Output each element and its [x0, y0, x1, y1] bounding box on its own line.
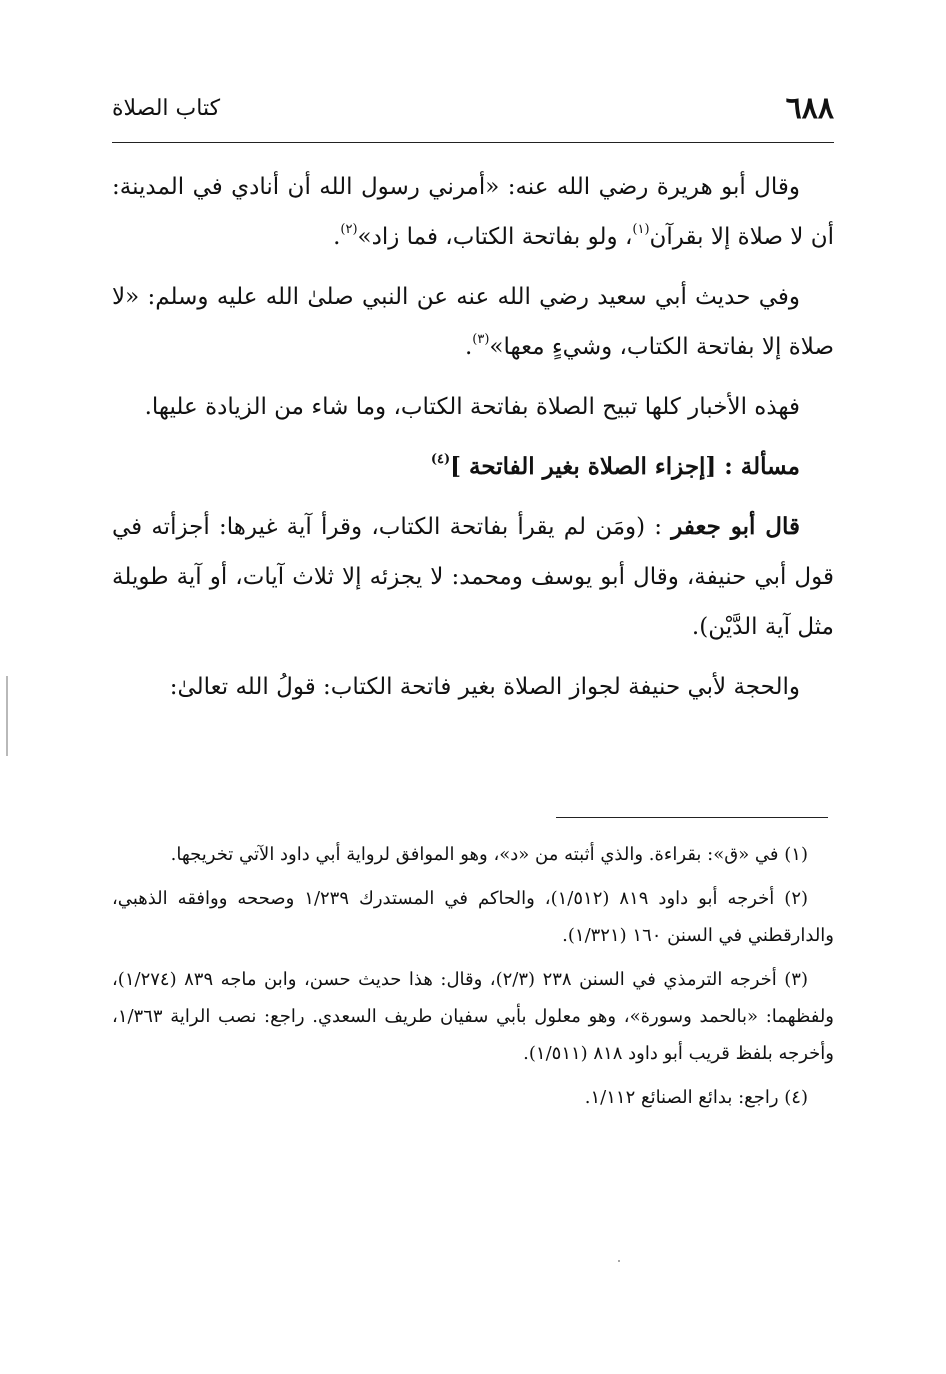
footnote-1: (١) في «ق»: بقراءة. والذي أثبته من «د»، وهو الموافق لرواية أبي داود الآتي تخريجها. — [170, 844, 808, 865]
footnote-3: (٣) أخرجه الترمذي في السنن ٢٣٨ (٢/٣)، وقال: هذا حديث حسن، وابن ماجه ٨٣٩ (١/٢٧٤)، ولفظهما: «بالحمد وسورة»، وهو معلول بأبي سفيان طريف السعدي. راجع: نصب الراية ١/٣٦٣، وأخرجه بلفظ قريب أبو داود ٨١٨ (١/٥١١). — [112, 969, 834, 1064]
section-heading — [112, 442, 834, 492]
footnote-reference-1: (١) — [632, 222, 650, 238]
paragraph-abu-said-text: وفي حديث أبي سعيد رضي الله عنه عن النبي صلىٰ الله عليه وسلم: «لا صلاة إلا بفاتحة الكتاب، وشيءٍ معها» — [112, 284, 834, 360]
running-title: كتاب الصلاة — [112, 96, 221, 121]
paragraph-abu-said — [112, 272, 834, 372]
footnote-reference-4: (٤) — [430, 452, 451, 468]
footnote-2: (٢) أخرجه أبو داود ٨١٩ (١/٥١٢)، والحاكم في المستدرك ١/٢٣٩ وصححه ووافقه الذهبي، والدارقطني في السنن ١٦٠ (١/٣٢١). — [112, 888, 834, 946]
paragraph-abu-hurayra-end: . — [333, 224, 341, 250]
paragraph-reports-summary — [112, 382, 834, 432]
section-heading-text: مسألة : [إجزاء الصلاة بغير الفاتحة ] — [450, 453, 800, 480]
footnotes — [112, 836, 834, 1123]
footnote-4: (٤) راجع: بدائع الصنائع ١/١١٢. — [584, 1087, 808, 1108]
paragraph-abu-hurayra — [112, 162, 834, 262]
page-number: ٦٨٨ — [785, 91, 834, 126]
paragraph-abu-said-end: . — [464, 334, 473, 360]
paragraph-abu-hurayra-text: وقال أبو هريرة رضي الله عنه: «أمرني رسول الله أن أنادي في المدينة: أن لا صلاة إلا بقرآن — [112, 174, 834, 250]
paragraph-argument — [112, 662, 834, 712]
paragraph-reports-summary-text: فهذه الأخبار كلها تبيح الصلاة بفاتحة الكتاب، وما شاء من الزيادة عليها. — [144, 394, 800, 420]
footnote-separator — [556, 817, 828, 818]
footnote-reference-3: (٣) — [472, 332, 490, 348]
paragraph-abu-jafar — [112, 502, 834, 652]
page-header — [112, 86, 834, 143]
paragraph-abu-jafar-text: : (ومَن لم يقرأ بفاتحة الكتاب، وقرأ آية غيرها: أجزأته في قول أبي حنيفة، وقال أبو يوسف ومحمد: لا يجزئه إلا ثلاث آيات، أو آية طويلة مثل آية الدَّيْن). — [112, 514, 834, 640]
paragraph-abu-hurayra-continuation: ، ولو بفاتحة الكتاب، فما زاد» — [357, 224, 633, 250]
scan-margin-mark — [6, 676, 8, 756]
paragraph-argument-text: والحجة لأبي حنيفة لجواز الصلاة بغير فاتحة الكتاب: قولُ الله تعالىٰ: — [169, 674, 800, 700]
footnote-reference-2: (٢) — [340, 222, 358, 238]
speaker-name: قال أبو جعفر — [671, 513, 800, 540]
main-text — [112, 162, 834, 722]
scan-dust-dot — [618, 1260, 620, 1262]
